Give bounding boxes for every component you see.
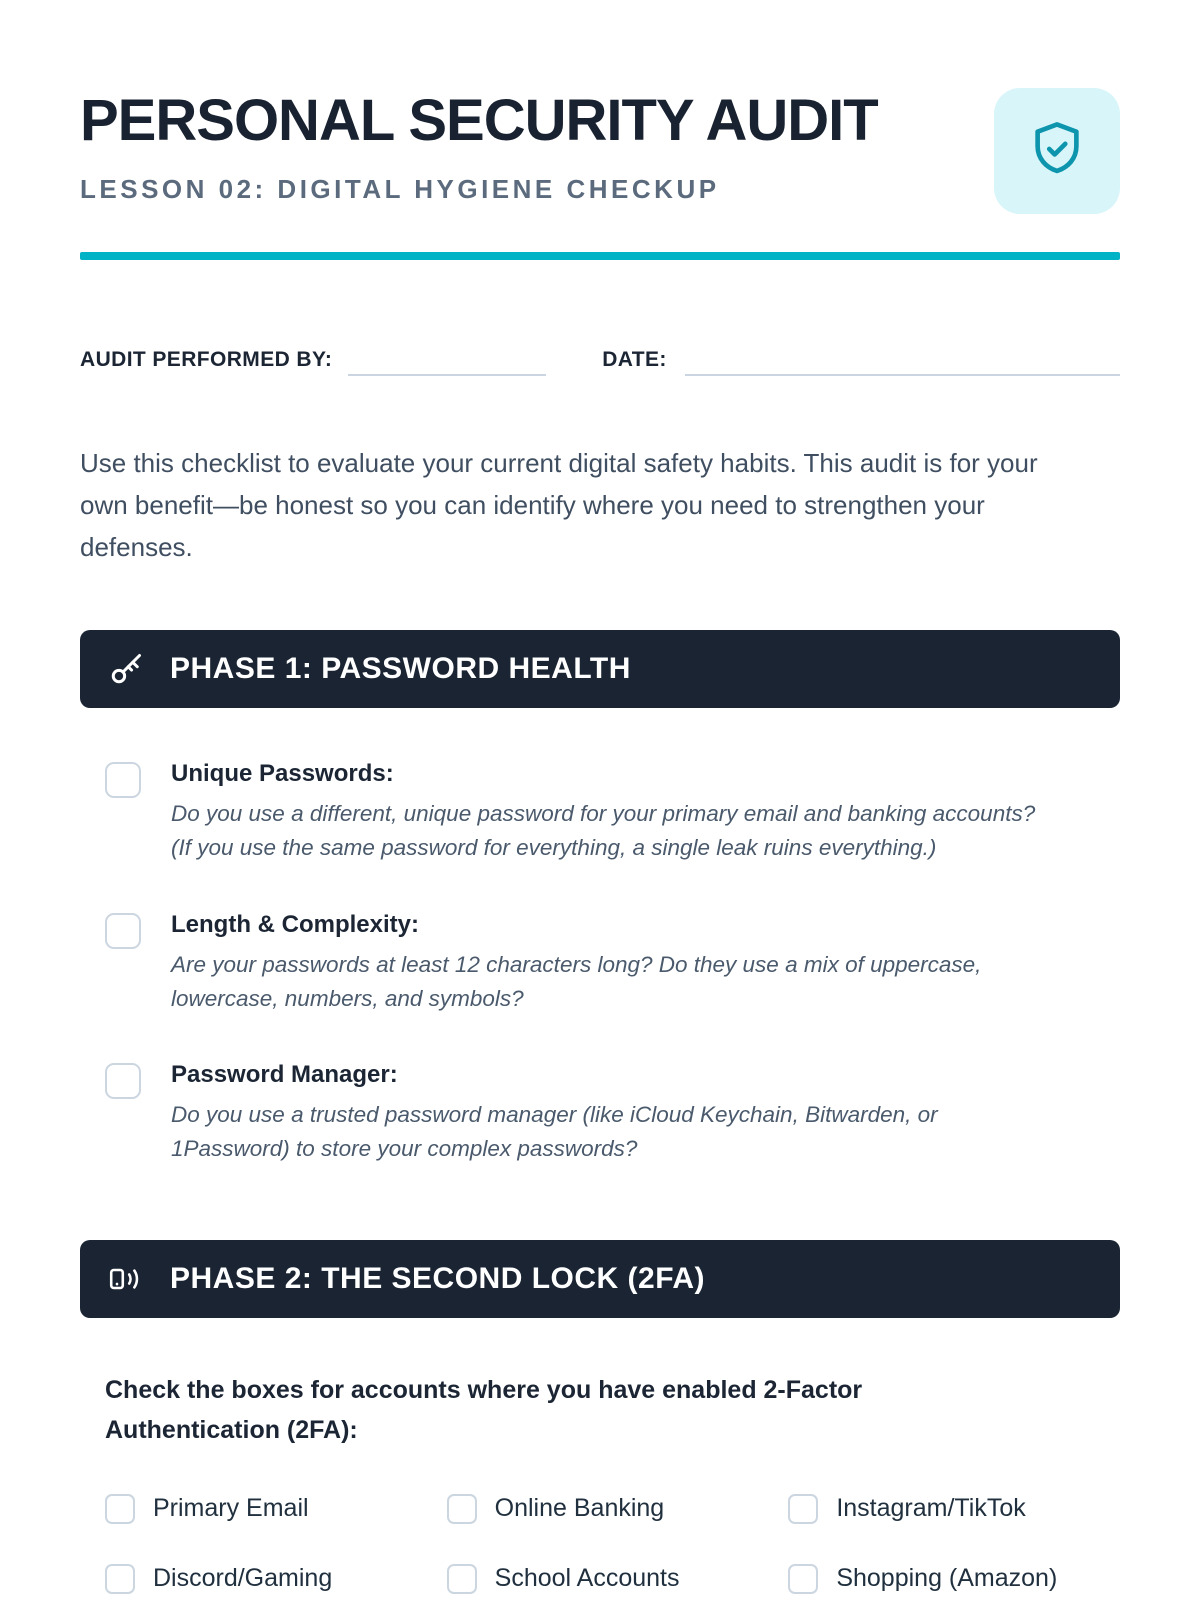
check-text bbox=[171, 911, 1061, 1016]
teal-divider bbox=[80, 252, 1120, 260]
checkbox-shopping-amazon[interactable] bbox=[788, 1564, 818, 1594]
list-item bbox=[105, 1061, 1120, 1166]
phase1-banner bbox=[80, 630, 1120, 708]
title-block bbox=[80, 88, 878, 205]
date-field[interactable] bbox=[685, 344, 1120, 376]
check-item-title: Password Manager: bbox=[171, 1061, 398, 1089]
option-label: School Accounts bbox=[494, 1564, 680, 1593]
option-label: Shopping (Amazon) bbox=[836, 1564, 1058, 1593]
check-text bbox=[171, 760, 1061, 865]
checkbox-length-complexity[interactable] bbox=[105, 913, 141, 949]
phase1-title: PHASE 1: PASSWORD HEALTH bbox=[170, 652, 631, 686]
checkbox-password-manager[interactable] bbox=[105, 1063, 141, 1099]
list-item bbox=[105, 1564, 437, 1594]
meta-row bbox=[80, 344, 1120, 376]
header bbox=[80, 88, 1120, 214]
date-label: DATE: bbox=[602, 348, 667, 371]
checkbox-school-accounts[interactable] bbox=[447, 1564, 477, 1594]
check-item-description: Are your passwords at least 12 characters long? Do they use a mix of uppercase, lowercase, numbers, and symbols? bbox=[171, 951, 982, 1011]
key-icon bbox=[108, 651, 144, 687]
check-item-description: Do you use a different, unique password for your primary email and banking accounts? (If you use the same password for everything, a single leak ruins everything.) bbox=[171, 801, 1036, 861]
checkbox-unique-passwords[interactable] bbox=[105, 762, 141, 798]
option-label: Discord/Gaming bbox=[153, 1564, 333, 1593]
intro-paragraph: Use this checklist to evaluate your current digital safety habits. This audit is for your own benefit—be honest so you can identify where you need to strengthen your defenses. bbox=[80, 448, 1038, 563]
2fa-options-grid bbox=[80, 1494, 1120, 1594]
list-item bbox=[447, 1564, 779, 1594]
shield-badge bbox=[994, 88, 1120, 214]
checkbox-online-banking[interactable] bbox=[447, 1494, 477, 1524]
phone-signal-icon bbox=[108, 1261, 144, 1297]
phase2-instruction: Check the boxes for accounts where you have enabled 2-Factor Authentication (2FA): bbox=[105, 1375, 863, 1444]
list-item bbox=[788, 1564, 1120, 1594]
checkbox-instagram-tiktok[interactable] bbox=[788, 1494, 818, 1524]
list-item bbox=[105, 1494, 437, 1524]
option-label: Instagram/TikTok bbox=[836, 1494, 1026, 1523]
option-label: Primary Email bbox=[153, 1494, 309, 1523]
list-item bbox=[788, 1494, 1120, 1524]
phase2-banner bbox=[80, 1240, 1120, 1318]
list-item bbox=[447, 1494, 779, 1524]
option-label: Online Banking bbox=[494, 1494, 665, 1523]
page-subtitle: LESSON 02: DIGITAL HYGIENE CHECKUP bbox=[80, 174, 720, 204]
checkbox-primary-email[interactable] bbox=[105, 1494, 135, 1524]
list-item bbox=[105, 760, 1120, 865]
check-item-description: Do you use a trusted password manager (like iCloud Keychain, Bitwarden, or 1Password) to store your complex passwords? bbox=[171, 1102, 938, 1162]
checkbox-discord-gaming[interactable] bbox=[105, 1564, 135, 1594]
check-item-title: Unique Passwords: bbox=[171, 760, 394, 788]
phase1-checklist bbox=[80, 760, 1120, 1166]
check-item-title: Length & Complexity: bbox=[171, 910, 420, 938]
performed-by-label: AUDIT PERFORMED BY: bbox=[80, 348, 333, 371]
shield-check-icon bbox=[1026, 118, 1088, 185]
performed-by-field[interactable] bbox=[348, 344, 546, 376]
page-title: PERSONAL SECURITY AUDIT bbox=[80, 88, 878, 153]
list-item bbox=[105, 911, 1120, 1016]
check-text bbox=[171, 1061, 1061, 1166]
phase2-title: PHASE 2: THE SECOND LOCK (2FA) bbox=[170, 1261, 706, 1295]
